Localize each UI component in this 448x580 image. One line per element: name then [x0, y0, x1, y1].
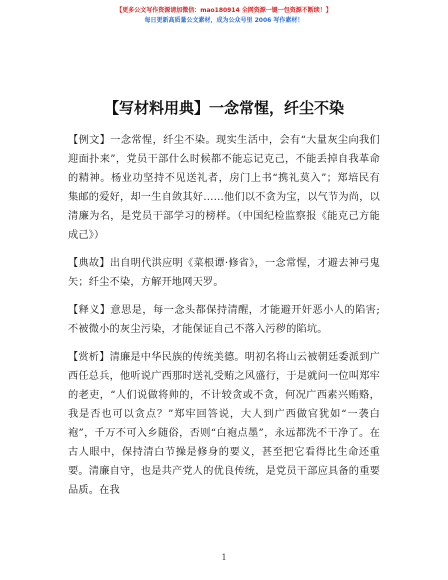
paragraph-text: 一念常惺，纤尘不染。现实生活中，会有“大量灰尘向我们迎面扑来”，党员干部什么时候都不能忘记克己，不能丢掉自我革命的精神。杨业功坚持不见送礼者，房门上书“携礼莫入”；郑培民有集邮的爱好，却一生自敛其好……他们以不贪为宝，以气节为尚，以清廉为名，是党员干部学习的榜样。（中国纪检监察报《能克己方能成己》） — [68, 135, 380, 241]
banner-line-update: 每日更新高质量公文素材，成为公众号里 2006 写作素材！ — [144, 17, 304, 24]
paragraph-definition — [68, 301, 380, 339]
paragraph-example — [68, 131, 380, 245]
paragraph-label: 【释义】 — [68, 305, 111, 316]
paragraph-allusion — [68, 254, 380, 292]
paragraph-text: 出自明代洪应明《菜根谭·修省》，一念常惺，才避去神弓鬼矢；纤尘不染，方解开地网天罗。 — [68, 258, 380, 288]
paragraph-label: 【例文】 — [68, 135, 111, 146]
paragraph-appreciation — [68, 348, 380, 500]
article-title: 【写材料用典】一念常惺，纤尘不染 — [103, 99, 344, 117]
paragraph-text: 意思是，每一念头都保持清醒，才能避开奸恶小人的陷害;不被微小的灰尘污染，才能保证自己不落入污秽的陷坑。 — [68, 305, 380, 335]
article-body — [68, 131, 380, 509]
banner-line-promo: 【更多公文写作资源请加微信：mao180914 全网资源一键一包资源不断续！】 — [116, 7, 332, 14]
page-number: 1 — [221, 553, 227, 562]
paragraph-label: 【典故】 — [68, 258, 110, 269]
header-banner — [68, 6, 380, 26]
paragraph-label: 【赏析】 — [68, 352, 110, 363]
paragraph-text: 清廉是中华民族的传统美德。明初名将山云被朝廷委派到广西任总兵，他听说广西那时送礼受贿之风盛行，于是就问一位叫郑牢的老吏，“人们说做将帅的，不计较贪或不贪，何况广西素兴贿赂，我是否也可以贪点？”郑牢回答说，大人到广西做官犹如“一袭白袍”，千万不可入乡随俗，否则“白袍点墨”，永远都洗不干净了。在古人眼中，保持清白节操是修身的要义，甚至把它看得比生命还重要。清廉自守，也是共产党人的优良传统，是党员干部应具备的重要品质。在我 — [68, 352, 380, 496]
